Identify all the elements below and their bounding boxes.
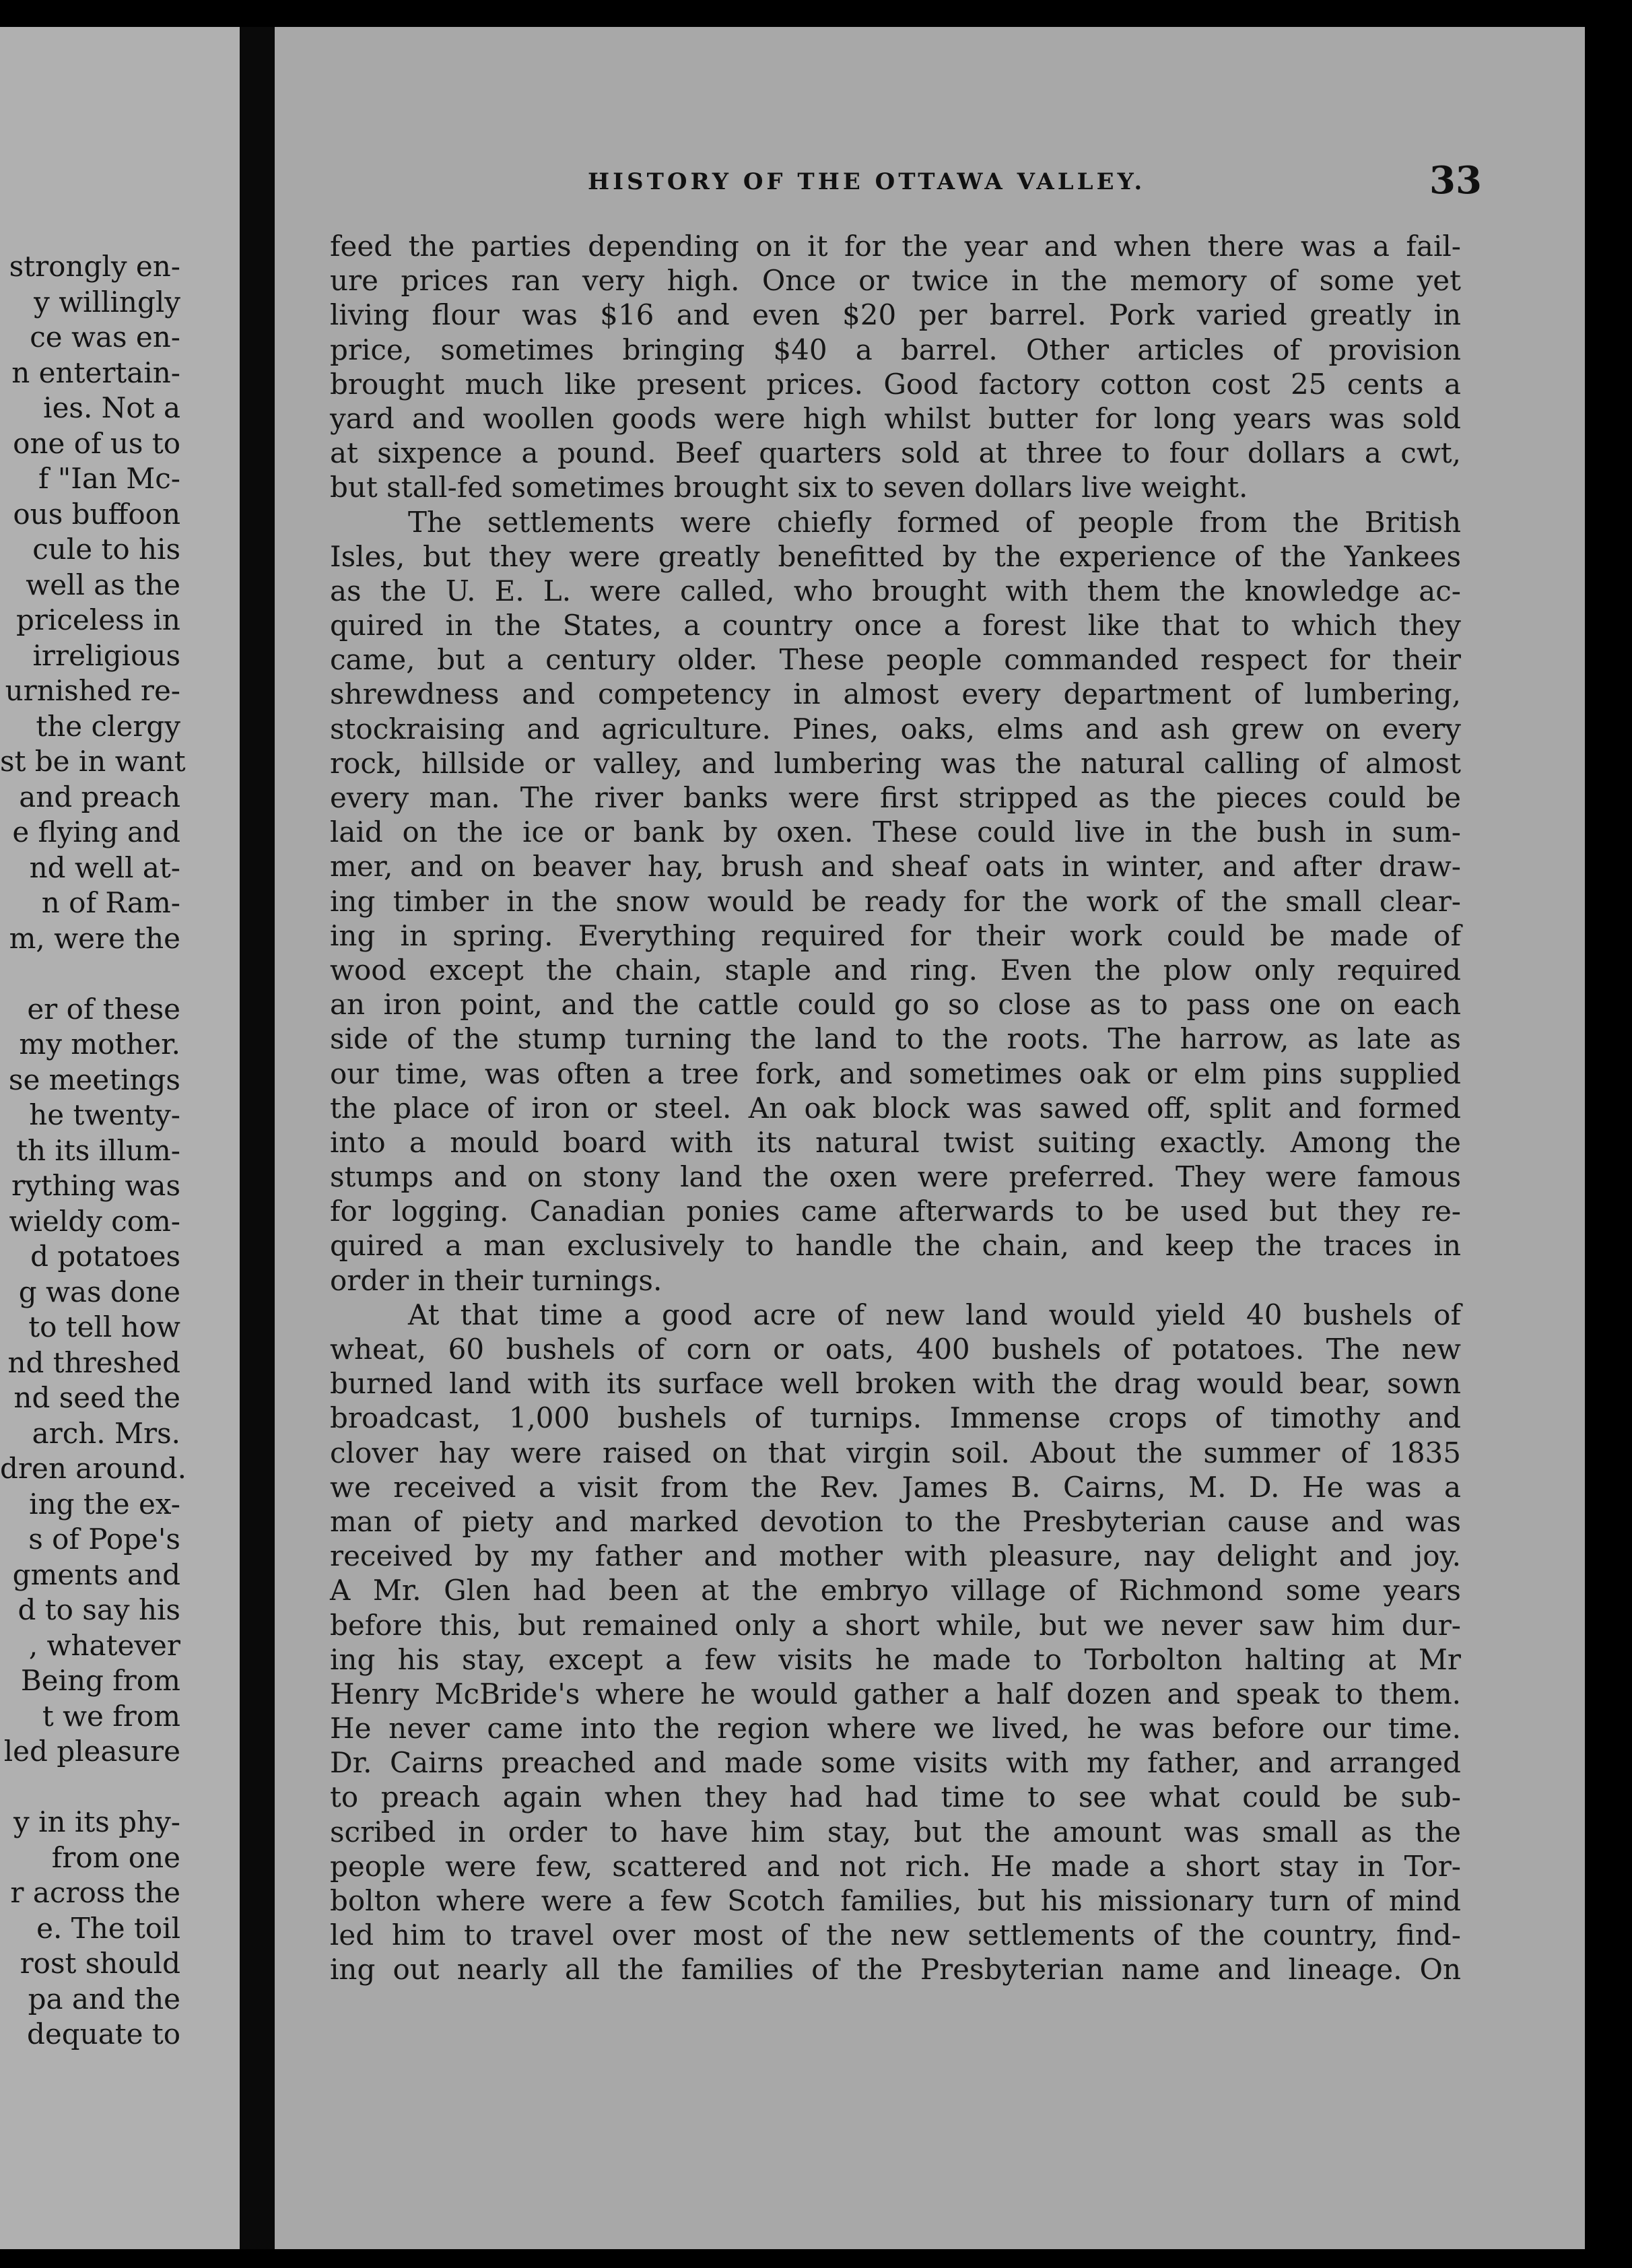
body-text-line: clover hay were raised on that virgin soil. About the summer of 1835	[330, 1436, 1461, 1469]
facing-page-line: g was done	[18, 1275, 180, 1308]
body-text-line: order in their turnings.	[330, 1263, 662, 1297]
body-text-line: broadcast, 1,000 bushels of turnips. Immense crops of timothy and	[330, 1401, 1461, 1435]
facing-page-line: , whatever	[28, 1628, 180, 1662]
facing-page-line: dren around.	[0, 1452, 186, 1485]
facing-page-line: e flying and	[12, 815, 180, 848]
facing-page-line: strongly en-	[9, 250, 180, 283]
body-text-line: the place of iron or steel. An oak block was sawed off, split and formed	[330, 1091, 1461, 1125]
body-text-line: living flour was $16 and even $20 per barrel. Pork varied greatly in	[330, 298, 1461, 332]
body-text-line: but stall-fed sometimes brought six to seven dollars live weight.	[330, 471, 1248, 504]
facing-page-line: nd seed the	[13, 1381, 180, 1414]
book-page	[275, 27, 1585, 2249]
body-text-line: mer, and on beaver hay, brush and sheaf oats in winter, and after draw-	[330, 850, 1461, 883]
facing-page-line: to tell how	[28, 1310, 180, 1343]
body-text-line: burned land with its surface well broken with the drag would bear, sown	[330, 1367, 1461, 1401]
body-text-line: as the U. E. L. were called, who brought with them the knowledge ac-	[330, 574, 1461, 607]
facing-page-line: Being from	[20, 1664, 180, 1697]
body-text-line: man of piety and marked devotion to the Presbyterian cause and was	[330, 1504, 1461, 1538]
facing-page-line: ies. Not a	[43, 391, 180, 424]
facing-page-line: pa and the	[28, 1982, 180, 2015]
facing-page-line: r across the	[10, 1876, 180, 1909]
facing-page-line: the clergy	[36, 709, 180, 743]
body-text-line: The settlements were chiefly formed of people from the British	[408, 505, 1461, 539]
body-text-line: ure prices ran very high. Once or twice in the memory of some yet	[330, 264, 1461, 298]
facing-page-line: rost should	[20, 1947, 180, 1980]
facing-page-line: well as the	[26, 568, 180, 601]
body-text-line: side of the stump turning the land to the roots. The harrow, as late as	[330, 1022, 1461, 1056]
facing-page-line: f "Ian Mc-	[38, 462, 180, 495]
body-text-line: quired a man exclusively to handle the chain, and keep the traces in	[330, 1229, 1461, 1263]
facing-page-line: s of Pope's	[28, 1523, 180, 1556]
facing-page-line	[0, 956, 240, 992]
body-text-line: we received a visit from the Rev. James B. Cairns, M. D. He was a	[330, 1470, 1461, 1504]
facing-page-fragment	[0, 27, 240, 2249]
facing-page-line: urnished re-	[5, 674, 180, 707]
facing-page-line: from one	[51, 1840, 180, 1874]
body-text-line: scribed in order to have him stay, but the amount was small as the	[330, 1815, 1461, 1848]
facing-page-line	[0, 1770, 240, 1805]
body-text-line: before this, but remained only a short while, but we never saw him dur-	[330, 1608, 1461, 1642]
facing-page-line: dequate to	[27, 2017, 180, 2050]
body-text-line: wheat, 60 bushels of corn or oats, 400 bushels of potatoes. The new	[330, 1333, 1461, 1366]
facing-page-line: e. The toil	[36, 1911, 180, 1945]
body-text-line: ing timber in the snow would be ready for the work of the small clear-	[330, 884, 1461, 918]
facing-page-line: ous buffoon	[13, 497, 180, 531]
running-header: HISTORY OF THE OTTAWA VALLEY.	[588, 168, 1146, 195]
body-text-line: our time, was often a tree fork, and sometimes oak or elm pins supplied	[330, 1057, 1461, 1090]
body-text-line: bolton where were a few Scotch families, but his missionary turn of mind	[330, 1884, 1461, 1917]
body-text-line: into a mould board with its natural twist suiting exactly. Among the	[330, 1125, 1461, 1159]
page-number: 33	[1429, 158, 1482, 203]
facing-page-line: n of Ram-	[41, 886, 180, 919]
body-text-line: feed the parties depending on it for the year and when there was a fail-	[330, 230, 1461, 263]
body-text-line: wood except the chain, staple and ring. Even the plow only required	[330, 953, 1461, 987]
body-text-line: Dr. Cairns preached and made some visits with my father, and arranged	[330, 1746, 1461, 1780]
facing-page-line: ce was en-	[30, 321, 180, 354]
body-text-line: Isles, but they were greatly benefitted by the experience of the Yankees	[330, 539, 1461, 573]
body-text-line: A Mr. Glen had been at the embryo village of Richmond some years	[330, 1574, 1461, 1607]
facing-page-line: y in its phy-	[13, 1805, 180, 1838]
facing-page-line: t we from	[42, 1699, 180, 1733]
facing-page-line: gments and	[12, 1558, 180, 1591]
facing-page-line: se meetings	[8, 1063, 180, 1096]
body-text-line: shrewdness and competency in almost every department of lumbering,	[330, 677, 1461, 711]
body-text-line: stockraising and agriculture. Pines, oaks, elms and ash grew on every	[330, 712, 1461, 745]
body-text-line: ing out nearly all the families of the Presbyterian name and lineage. On	[330, 1953, 1461, 1987]
body-text-line: to preach again when they had had time to see what could be sub-	[330, 1780, 1461, 1814]
body-text-line: received by my father and mother with pleasure, nay delight and joy.	[330, 1539, 1461, 1573]
body-text-line: quired in the States, a country once a forest like that to which they	[330, 609, 1461, 642]
facing-page-line: one of us to	[13, 426, 180, 460]
body-text-line: ing his stay, except a few visits he made to Torbolton halting at Mr	[330, 1642, 1461, 1676]
body-text-line: rock, hillside or valley, and lumbering was the natural calling of almost	[330, 746, 1461, 780]
facing-page-line: er of these	[27, 992, 180, 1026]
body-text-line: Henry McBride's where he would gather a half dozen and speak to them.	[330, 1677, 1461, 1710]
facing-page-line: m, were the	[9, 921, 180, 955]
body-text-line: at sixpence a pound. Beef quarters sold at three to four dollars a cwt,	[330, 436, 1461, 470]
facing-page-line: rything was	[11, 1169, 180, 1202]
body-text-line: laid on the ice or bank by oxen. These could live in the bush in sum-	[330, 815, 1461, 849]
page-body-text	[330, 229, 1461, 1987]
body-text-line: led him to travel over most of the new settlements of the country, find-	[330, 1919, 1461, 1952]
facing-page-line: ing the ex-	[29, 1487, 180, 1521]
body-text-line: He never came into the region where we lived, he was before our time.	[330, 1712, 1461, 1745]
facing-page-line: irreligious	[32, 638, 180, 672]
facing-page-text	[0, 249, 240, 2053]
body-text-line: brought much like present prices. Good factory cotton cost 25 cents a	[330, 367, 1461, 401]
body-text-line: price, sometimes bringing $40 a barrel. Other articles of provision	[330, 333, 1461, 366]
facing-page-line: arch. Mrs.	[32, 1416, 180, 1450]
body-text-line: ing in spring. Everything required for their work could be made of	[330, 919, 1461, 952]
facing-page-line: th its illum-	[16, 1133, 180, 1167]
body-text-line: At that time a good acre of new land would yield 40 bushels of	[408, 1298, 1461, 1331]
facing-page-line: y willingly	[34, 285, 180, 319]
facing-page-line: nd threshed	[7, 1345, 180, 1379]
facing-page-line: n entertain-	[11, 356, 180, 389]
facing-page-line: wieldy com-	[9, 1204, 180, 1238]
book-gutter	[240, 27, 275, 2249]
facing-page-line: led pleasure	[3, 1735, 180, 1768]
facing-page-line: he twenty-	[29, 1098, 180, 1131]
body-text-line: for logging. Canadian ponies came afterwards to be used but they re-	[330, 1195, 1461, 1228]
facing-page-line: cule to his	[32, 533, 180, 566]
body-text-line: came, but a century older. These people commanded respect for their	[330, 643, 1461, 677]
facing-page-line: d to say his	[18, 1593, 180, 1626]
scan-border	[1585, 0, 1632, 2268]
facing-page-line: st be in want	[0, 745, 186, 778]
body-text-line: yard and woollen goods were high whilst butter for long years was sold	[330, 401, 1461, 435]
body-text-line: an iron point, and the cattle could go so close as to pass one on each	[330, 988, 1461, 1022]
facing-page-line: and preach	[19, 780, 180, 813]
facing-page-line: my mother.	[19, 1028, 180, 1061]
body-text-line: people were few, scattered and not rich. He made a short stay in Tor-	[330, 1849, 1461, 1883]
facing-page-line: priceless in	[15, 603, 180, 636]
body-text-line: stumps and on stony land the oxen were preferred. They were famous	[330, 1160, 1461, 1194]
facing-page-line: nd well at-	[29, 850, 180, 884]
facing-page-line: d potatoes	[30, 1240, 180, 1273]
body-text-line: every man. The river banks were first stripped as the pieces could be	[330, 781, 1461, 814]
